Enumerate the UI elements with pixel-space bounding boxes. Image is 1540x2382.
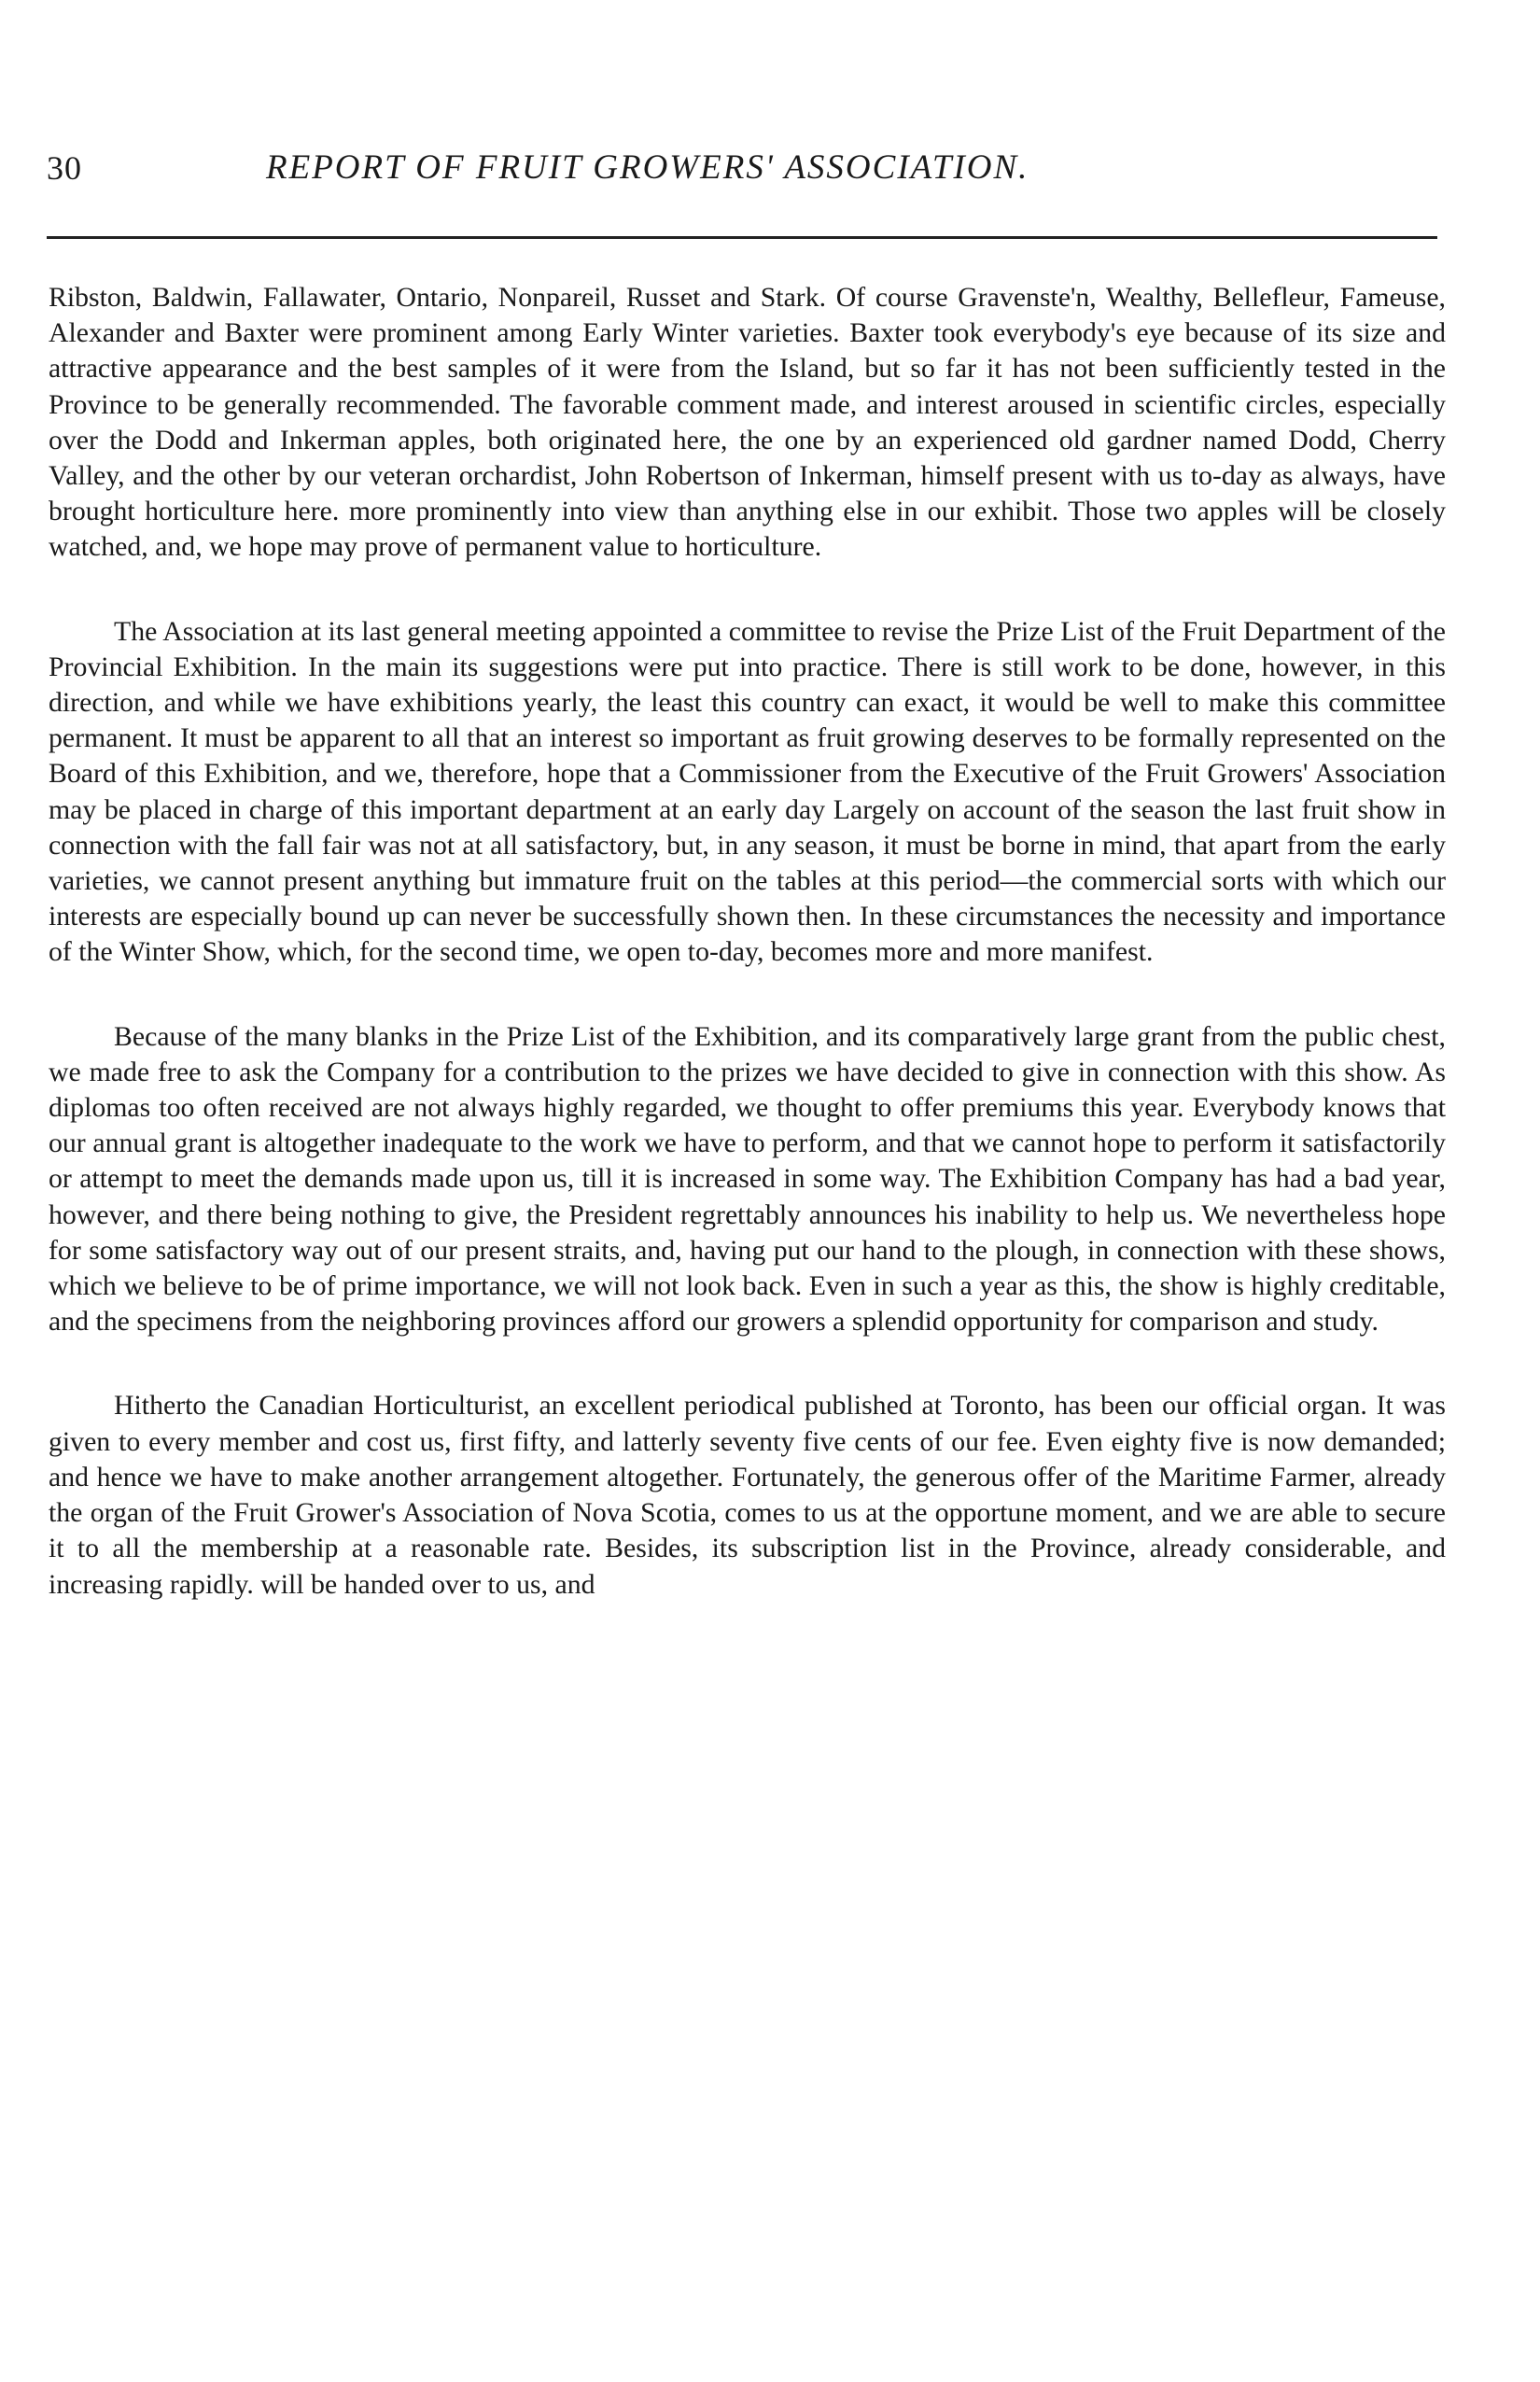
page-number: 30 xyxy=(47,149,82,187)
paragraph-1: Ribston, Baldwin, Fallawater, Ontario, Nonpareil, Russet and Stark. Of course Gravenste'n, Wealthy, Bellefleur, Fameuse, Alexander and Baxter were prominent among Early Winter varieties. Baxter took everybody's eye because of its size and attractive appearance and the best samples of it were from the Island, but so far it has not been sufficiently tested in the Province to be generally recommended. The favorable comment made, and interest aroused in scientific circles, especially over the Dodd and Inkerman apples, both originated here, the one by an experienced old gardner named Dodd, Cherry Valley, and the other by our veteran orchardist, John Robertson of Inkerman, himself present with us to-day as always, have brought horticulture here. more prominently into view than anything else in our exhibit. Those two apples will be closely watched, and, we hope may prove of permanent value to horticulture. xyxy=(49,282,1446,563)
running-title: REPORT OF FRUIT GROWERS' ASSOCIATION. xyxy=(266,148,1029,187)
paragraph-4: Hitherto the Canadian Horticulturist, an excellent periodical published at Toronto, has been our official organ. It was given to every member and cost us, first fifty, and latterly seventy five cents of our fee. Even eighty five is now demanded; and hence we have to make another arrangement altogether. Fortunately, the generous offer of the Maritime Farmer, already the organ of the Fruit Grower's Association of Nova Scotia, comes to us at the opportune moment, and we are able to secure it to all the membership at a reasonable rate. Besides, its subscription list in the Province, already considerable, and increasing rapidly. will be handed over to us, and xyxy=(49,1390,1446,1600)
paragraph-2: The Association at its last general meeting appointed a committee to revise the Prize List of the Fruit Department of the Provincial Exhibition. In the main its suggestions were put into practice. There is still work to be done, however, in this direction, and while we have exhibitions yearly, the least this country can exact, it would be well to make this committee permanent. It must be apparent to all that an interest so important as fruit growing deserves to be formally represented on the Board of this Exhibition, and we, therefore, hope that a Commissioner from the Executive of the Fruit Growers' Association may be placed in charge of this important department at an early day Largely on account of the season the last fruit show in connection with the fall fair was not at all satisfactory, but, in any season, it must be borne in mind, that apart from the early varieties, we cannot present anything but immature fruit on the tables at this period—the commercial sorts with which our interests are especially bound up can never be successfully shown then. In these circumstances the necessity and importance of the Winter Show, which, for the second time, we open to-day, becomes more and more manifest. xyxy=(49,615,1446,968)
header-rule xyxy=(47,236,1437,239)
page-header xyxy=(47,149,1447,205)
body-text xyxy=(49,280,1446,1603)
paragraph-3: Because of the many blanks in the Prize List of the Exhibition, and its comparatively large grant from the public chest, we made free to ask the Company for a contribution to the prizes we have decided to give in connection with this show. As diplomas too often received are not always highly regarded, we thought to offer premiums this year. Everybody knows that our annual grant is altogether inadequate to the work we have to perform, and that we cannot hope to perform it satisfactorily or attempt to meet the demands made upon us, till it is increased in some way. The Exhibition Company has had a bad year, however, and there being nothing to give, the President regrettably announces his inability to help us. We nevertheless hope for some satisfactory way out of our present straits, and, having put our hand to the plough, in connection with these shows, which we believe to be of prime importance, we will not look back. Even in such a year as this, the show is highly creditable, and the specimens from the neighboring provinces afford our growers a splendid opportunity for comparison and study. xyxy=(49,1020,1446,1338)
